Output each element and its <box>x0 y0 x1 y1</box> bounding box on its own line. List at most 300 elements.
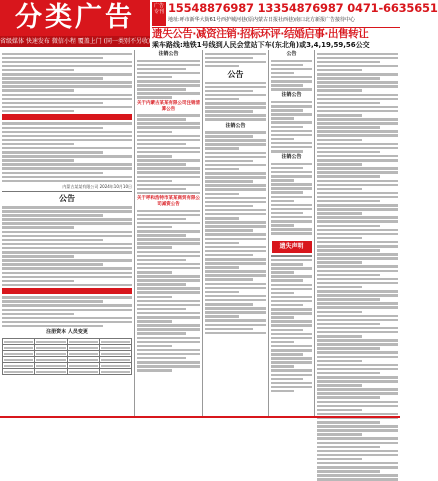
text-line <box>271 292 294 295</box>
text-line <box>205 205 253 208</box>
text-line <box>205 118 266 121</box>
text-line <box>2 94 132 97</box>
text-line <box>317 335 362 338</box>
text-line <box>205 197 266 200</box>
text-line <box>317 302 398 305</box>
text-line <box>2 276 132 279</box>
text-line <box>137 88 186 91</box>
text-line <box>271 333 312 336</box>
text-line <box>205 164 266 167</box>
text-line <box>271 105 312 108</box>
text-line <box>137 283 186 286</box>
text-line <box>205 229 253 232</box>
text-line <box>137 361 200 364</box>
contact-phones: 15548876987 13354876987 0471-6635651 <box>168 1 438 15</box>
text-line <box>271 390 294 393</box>
text-line <box>137 126 200 129</box>
notice-body <box>2 296 132 327</box>
text-line <box>271 134 312 137</box>
text-line <box>2 284 132 287</box>
table-cell <box>69 359 98 361</box>
table-cell <box>4 341 33 343</box>
text-line <box>2 53 132 56</box>
text-line <box>317 446 380 449</box>
text-line <box>137 316 200 319</box>
text-line <box>317 249 380 252</box>
table-cell <box>4 365 33 367</box>
notice-body <box>137 114 200 194</box>
text-line <box>317 212 362 215</box>
text-line <box>137 188 186 191</box>
text-line <box>137 308 186 311</box>
text-line <box>271 228 312 231</box>
text-line <box>205 65 239 68</box>
text-line <box>205 168 239 171</box>
text-line <box>317 343 398 346</box>
text-line <box>2 272 132 275</box>
text-line <box>2 131 132 134</box>
text-line <box>317 167 398 170</box>
text-line <box>317 134 398 137</box>
text-line <box>137 300 200 303</box>
table-cell <box>4 371 33 373</box>
text-line <box>2 139 132 142</box>
text-line <box>317 208 398 211</box>
text-line <box>205 94 266 97</box>
text-line <box>271 113 312 116</box>
text-line <box>271 312 312 315</box>
text-line <box>205 131 266 134</box>
text-line <box>271 378 303 381</box>
text-line <box>205 156 266 159</box>
text-line <box>137 234 186 237</box>
text-line <box>2 172 103 175</box>
text-line <box>137 365 200 368</box>
text-line <box>2 69 74 72</box>
text-line <box>2 147 132 150</box>
text-line <box>205 147 239 150</box>
table-title: 注册资本 人员变更 <box>46 329 88 336</box>
text-line <box>271 279 303 282</box>
text-line <box>137 159 200 162</box>
table-cell <box>35 369 67 375</box>
service-list: 遗失公告·减资注销·招标环评·结婚启事·出售转让 <box>152 28 369 40</box>
text-line <box>271 64 303 67</box>
text-line <box>137 192 200 195</box>
text-line <box>317 220 398 223</box>
text-line <box>205 242 239 245</box>
text-line <box>271 263 303 266</box>
text-line <box>205 217 239 220</box>
text-line <box>205 57 253 60</box>
text-line <box>317 85 398 88</box>
text-line <box>317 450 398 453</box>
text-line <box>317 311 362 314</box>
text-line <box>271 138 294 141</box>
text-line <box>317 253 398 256</box>
text-line <box>137 341 200 344</box>
text-line <box>2 300 103 303</box>
text-line <box>271 101 312 104</box>
text-line <box>2 263 103 266</box>
text-line <box>271 212 303 215</box>
text-line <box>271 288 312 291</box>
text-line <box>271 386 312 389</box>
text-line <box>317 356 398 359</box>
text-line <box>317 61 380 64</box>
text-line <box>205 303 253 306</box>
text-line <box>317 425 398 428</box>
text-line <box>137 267 200 270</box>
text-line <box>205 225 266 228</box>
notice-body <box>271 101 312 153</box>
text-line <box>271 183 312 186</box>
text-line <box>271 255 312 258</box>
text-line <box>137 296 172 299</box>
notice-body <box>2 206 132 286</box>
text-line <box>317 155 398 158</box>
text-line <box>205 188 266 191</box>
text-line <box>137 345 172 348</box>
text-line <box>317 106 398 109</box>
text-line <box>271 187 312 190</box>
text-line <box>137 251 200 254</box>
text-line <box>205 266 239 269</box>
col4-sub-title: 注销公告 <box>281 92 302 99</box>
text-line <box>205 295 266 298</box>
text-line <box>317 114 362 117</box>
text-line <box>137 143 186 146</box>
column-3 <box>203 50 269 416</box>
text-line <box>205 213 266 216</box>
text-line <box>2 226 74 229</box>
text-line <box>271 117 294 120</box>
text-line <box>2 304 132 307</box>
text-line <box>205 98 239 101</box>
text-line <box>271 130 312 133</box>
text-line <box>317 368 398 371</box>
text-line <box>317 270 398 273</box>
text-line <box>271 296 312 299</box>
text-line <box>271 374 312 377</box>
brand-title: 分类广告 <box>0 0 150 36</box>
notice-red-bar <box>2 288 132 294</box>
text-line <box>317 339 398 342</box>
text-line <box>317 81 398 84</box>
text-line <box>271 345 312 348</box>
text-line <box>2 102 103 105</box>
text-line <box>317 388 398 391</box>
text-line <box>317 265 398 268</box>
text-line <box>317 89 362 92</box>
text-line <box>205 324 266 327</box>
table-cell <box>69 341 98 343</box>
text-line <box>271 167 303 170</box>
text-line <box>205 258 266 261</box>
text-line <box>137 271 172 274</box>
text-line <box>2 85 132 88</box>
table-cell <box>36 371 65 373</box>
text-line <box>317 319 398 322</box>
text-line <box>271 357 312 360</box>
text-line <box>271 365 294 368</box>
table-cell <box>101 341 130 343</box>
text-line <box>137 238 200 241</box>
text-line <box>2 77 103 80</box>
text-line <box>205 160 253 163</box>
column-5 <box>315 50 400 416</box>
text-line <box>137 242 200 245</box>
text-line <box>137 176 200 179</box>
text-line <box>317 122 398 125</box>
text-line <box>271 126 303 129</box>
table-cell <box>69 365 98 367</box>
text-line <box>317 241 398 244</box>
text-line <box>317 380 398 383</box>
notice-body <box>205 82 266 121</box>
text-line <box>2 81 132 84</box>
text-line <box>271 60 312 63</box>
notice-body <box>205 53 266 68</box>
text-line <box>137 287 200 290</box>
text-line <box>205 61 266 64</box>
text-line <box>271 200 294 203</box>
text-line <box>137 275 200 278</box>
text-line <box>137 324 200 327</box>
table-cell <box>4 347 33 349</box>
text-line <box>317 229 398 232</box>
text-line <box>271 204 312 207</box>
text-line <box>2 110 74 113</box>
text-line <box>2 143 74 146</box>
lost-notice-banner: 遗失声明 <box>272 241 312 253</box>
text-line <box>271 275 312 278</box>
text-line <box>317 53 398 56</box>
text-line <box>137 167 200 170</box>
text-line <box>271 84 303 87</box>
text-line <box>317 437 398 440</box>
text-line <box>271 271 294 274</box>
text-line <box>317 409 362 412</box>
text-line <box>271 337 312 340</box>
text-line <box>317 188 362 191</box>
text-line <box>205 299 266 302</box>
text-line <box>2 317 132 320</box>
text-line <box>317 421 380 424</box>
text-line <box>317 331 398 334</box>
table-cell <box>36 359 65 361</box>
text-line <box>205 262 266 265</box>
column-1 <box>0 50 135 416</box>
text-line <box>205 201 266 204</box>
text-line <box>317 204 398 207</box>
text-line <box>137 80 200 83</box>
table-cell <box>36 353 65 355</box>
text-line <box>2 206 132 209</box>
text-line <box>317 306 398 309</box>
text-line <box>205 176 266 179</box>
text-line <box>137 222 200 225</box>
text-line <box>271 353 303 356</box>
text-line <box>205 246 266 249</box>
notice-body <box>2 53 132 113</box>
text-line <box>317 180 398 183</box>
text-line <box>137 155 172 158</box>
text-line <box>271 324 312 327</box>
table-cell <box>69 353 98 355</box>
text-line <box>317 347 380 350</box>
text-line <box>205 114 266 117</box>
text-line <box>317 245 398 248</box>
text-line <box>271 216 312 219</box>
table-cell <box>36 365 65 367</box>
notice-red-bar <box>2 114 132 120</box>
notice-body <box>271 60 312 91</box>
text-line <box>137 320 172 323</box>
text-line <box>2 280 74 283</box>
table-cell <box>99 369 131 375</box>
notice-body <box>137 210 200 372</box>
text-line <box>2 222 132 225</box>
table-cell <box>69 371 98 373</box>
text-line <box>2 106 132 109</box>
notice-body <box>205 131 266 334</box>
text-line <box>271 80 312 83</box>
text-line <box>317 458 362 461</box>
text-line <box>2 251 132 254</box>
text-line <box>317 225 380 228</box>
text-line <box>317 405 398 408</box>
text-line <box>2 267 132 270</box>
text-line <box>317 110 398 113</box>
text-line <box>317 65 398 68</box>
text-line <box>205 250 266 253</box>
text-line <box>271 300 312 303</box>
text-line <box>205 315 239 318</box>
text-line <box>271 121 312 124</box>
text-line <box>205 135 253 138</box>
text-line <box>137 263 200 266</box>
text-line <box>271 220 312 223</box>
text-line <box>137 332 186 335</box>
table-cell <box>101 371 130 373</box>
text-line <box>137 96 172 99</box>
text-line <box>317 278 398 281</box>
text-line <box>205 53 266 56</box>
text-line <box>137 304 200 307</box>
text-line <box>2 247 132 250</box>
text-line <box>271 284 312 287</box>
notice-body <box>2 122 132 182</box>
text-line <box>2 65 132 68</box>
col4-section-title: 公告 <box>286 51 297 57</box>
text-line <box>317 139 362 142</box>
text-line <box>317 470 380 473</box>
text-line <box>271 208 312 211</box>
text-line <box>271 224 294 227</box>
text-line <box>317 73 398 76</box>
table-cell <box>36 347 65 349</box>
text-line <box>205 184 266 187</box>
text-line <box>271 259 312 262</box>
text-line <box>271 232 312 235</box>
text-line <box>2 57 103 60</box>
text-line <box>317 442 398 445</box>
text-line <box>205 110 253 113</box>
text-line <box>2 218 132 221</box>
text-line <box>271 179 294 182</box>
text-line <box>271 308 312 311</box>
text-line <box>137 230 200 233</box>
col4-sub-title-2: 注销公告 <box>281 154 302 161</box>
text-line <box>137 357 186 360</box>
text-line <box>317 257 398 260</box>
text-line <box>271 175 312 178</box>
text-line <box>317 192 398 195</box>
text-line <box>137 64 200 67</box>
text-line <box>2 231 132 234</box>
text-line <box>271 109 303 112</box>
text-line <box>205 238 266 241</box>
text-line <box>137 122 200 125</box>
text-line <box>271 267 312 270</box>
col1-section-title: 公告 <box>59 194 75 204</box>
text-line <box>205 254 253 257</box>
text-line <box>2 89 74 92</box>
bus-route: 乘车路线:地铁1号线到人民会堂站下车(东北角)或3,4,19,59,56公交 <box>152 41 370 49</box>
column-2 <box>135 50 203 416</box>
text-line <box>317 126 380 129</box>
text-line <box>137 151 200 154</box>
text-line <box>137 114 200 117</box>
text-line <box>205 307 266 310</box>
text-line <box>137 210 200 213</box>
text-line <box>317 171 398 174</box>
text-line <box>205 287 266 290</box>
text-line <box>271 361 312 364</box>
text-line <box>2 313 74 316</box>
text-line <box>137 279 200 282</box>
text-line <box>137 171 200 174</box>
text-line <box>2 159 74 162</box>
text-line <box>317 98 398 101</box>
text-line <box>317 392 398 395</box>
text-line <box>2 135 132 138</box>
text-line <box>137 68 186 71</box>
section-badge: 广告专刊 <box>152 2 166 26</box>
text-line <box>205 209 266 212</box>
text-line <box>317 237 362 240</box>
text-line <box>137 180 172 183</box>
masthead <box>0 0 438 49</box>
text-line <box>317 216 398 219</box>
text-line <box>271 68 312 71</box>
text-line <box>317 282 398 285</box>
text-line <box>137 72 200 75</box>
text-line <box>205 143 266 146</box>
text-line <box>317 57 398 60</box>
text-line <box>317 233 398 236</box>
notice-title: 关于内蒙古某某有限公司注销清算公告 <box>137 100 200 112</box>
text-line <box>271 88 312 91</box>
text-line <box>2 167 132 170</box>
text-line <box>271 304 303 307</box>
text-line <box>2 61 132 64</box>
notice-body <box>137 60 200 99</box>
text-line <box>137 369 172 372</box>
text-line <box>137 84 200 87</box>
text-line <box>2 255 74 258</box>
